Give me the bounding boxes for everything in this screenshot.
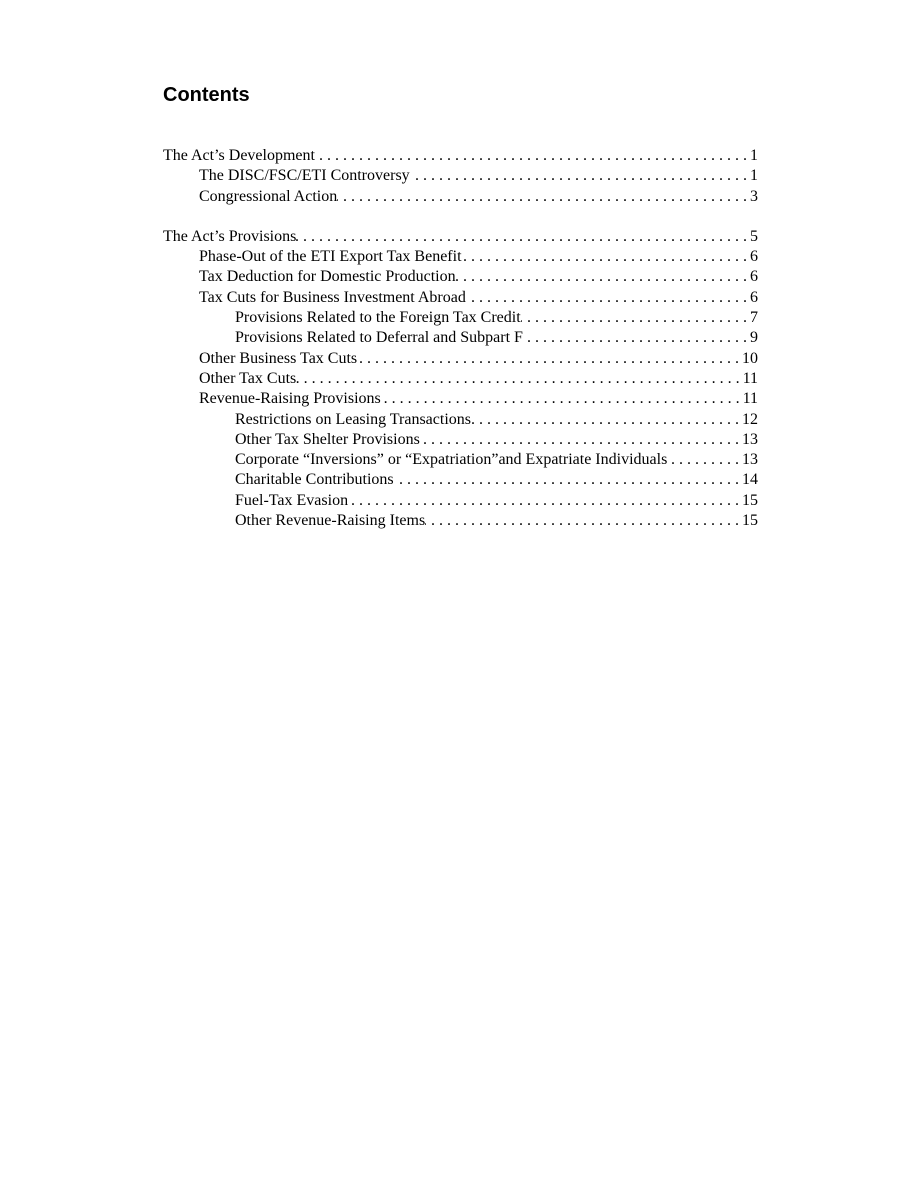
toc-entry-page: 6 [750,288,758,306]
toc-entry[interactable] [163,146,758,166]
toc-entry-label: Provisions Related to the Foreign Tax Credit [235,309,521,327]
toc-entry[interactable] [163,430,758,450]
dot-leader [296,227,750,247]
dot-leader [462,247,750,267]
dot-leader [456,267,750,287]
toc-entry[interactable] [163,389,758,409]
toc-entry[interactable] [163,308,758,328]
toc-entry-page: 1 [750,167,758,185]
dot-leader [348,491,742,511]
toc-entry[interactable] [163,450,758,470]
dot-leader [466,288,750,308]
dot-leader [410,166,750,186]
toc-entry-label: Congressional Action [199,187,338,205]
dot-leader [357,349,742,369]
toc-entry-label: The DISC/FSC/ETI Controversy [199,167,410,185]
toc-entry-page: 7 [750,309,758,327]
toc-entry-page: 3 [750,187,758,205]
page-title: Contents [163,84,250,106]
toc-entry[interactable] [163,410,758,430]
toc-entry-page: 15 [742,512,758,530]
toc-entry[interactable] [163,247,758,267]
toc-entry-page: 9 [750,329,758,347]
dot-leader [337,187,750,207]
toc-entry-label: Charitable Contributions [235,471,394,489]
toc-entry-label: Other Business Tax Cuts [199,349,358,367]
toc-entry[interactable] [163,470,758,490]
dot-leader [381,389,743,409]
toc-entry-page: 13 [742,451,758,469]
toc-entry-label: Revenue-Raising Provisions [199,390,381,408]
toc-entry-page: 11 [742,369,758,387]
toc-entry-label: The Act’s Development [163,147,315,164]
toc-entry-page: 13 [742,430,758,448]
toc-entry-label: Restrictions on Leasing Transactions [235,410,471,428]
toc-entry[interactable] [163,187,758,207]
dot-leader [521,308,750,328]
toc-entry-label: Other Tax Shelter Provisions [235,430,420,448]
toc-entry-label: Other Revenue-Raising Items [235,512,426,530]
dot-leader [394,470,742,490]
toc-entry-label: Phase-Out of the ETI Export Tax Benefit [199,248,462,266]
toc-entry-label: Tax Deduction for Domestic Production [199,268,456,286]
toc-entry-page: 10 [742,349,758,367]
toc-entry-page: 1 [750,147,758,164]
toc-entry[interactable] [163,511,758,531]
toc-entry-page: 11 [742,390,758,408]
dot-leader [667,450,742,470]
toc-entry[interactable] [163,288,758,308]
toc-entry-label: Provisions Related to Deferral and Subpart F [235,329,523,347]
table-of-contents [163,146,758,531]
dot-leader [315,146,750,166]
toc-entry[interactable] [163,166,758,186]
toc-entry[interactable] [163,267,758,287]
toc-entry-page: 12 [742,410,758,428]
dot-leader [420,430,742,450]
toc-entry-label: Corporate “Inversions” or “Expatriation”and Expatriate Individuals [235,451,668,469]
toc-entry-page: 6 [750,248,758,266]
dot-leader [425,511,742,531]
dot-leader [523,328,750,348]
toc-entry-page: 5 [750,227,758,245]
toc-entry[interactable] [163,328,758,348]
toc-entry-page: 6 [750,268,758,286]
toc-entry[interactable] [163,349,758,369]
toc-entry[interactable] [163,227,758,247]
dot-leader [296,369,742,389]
toc-entry-page: 15 [742,491,758,509]
toc-entry-page: 14 [742,471,758,489]
toc-entry-label: Tax Cuts for Business Investment Abroad [199,288,466,306]
dot-leader [471,410,742,430]
toc-entry-label: Other Tax Cuts [199,369,297,387]
toc-entry-label: Fuel-Tax Evasion [235,491,349,509]
toc-entry[interactable] [163,491,758,511]
toc-entry[interactable] [163,369,758,389]
toc-entry-label: The Act’s Provisions [163,227,297,245]
